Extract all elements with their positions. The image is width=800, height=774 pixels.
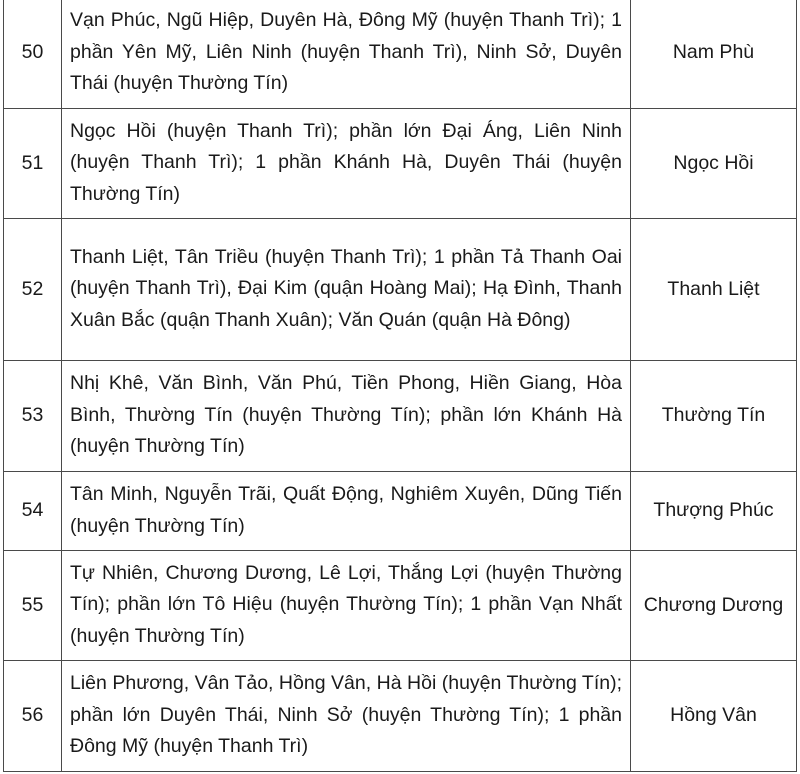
- table-row: [4, 551, 797, 661]
- table-row: [4, 0, 797, 109]
- new-ward-name: Hồng Vân: [631, 661, 797, 772]
- merged-units-description: Tự Nhiên, Chương Dương, Lê Lợi, Thắng Lợi (huyện Thường Tín); phần lớn Tô Hiệu (huyện Thường Tín); 1 phần Vạn Nhất (huyện Thường Tín): [62, 551, 631, 661]
- row-number: 56: [4, 661, 62, 772]
- table-row: [4, 661, 797, 772]
- merged-units-description: Nhị Khê, Văn Bình, Văn Phú, Tiền Phong, Hiền Giang, Hòa Bình, Thường Tín (huyện Thường Tín); phần lớn Khánh Hà (huyện Thường Tín): [62, 361, 631, 472]
- new-ward-name: Thường Tín: [631, 361, 797, 472]
- table-row: [4, 219, 797, 361]
- new-ward-name: Nam Phù: [631, 0, 797, 109]
- new-ward-name: Thượng Phúc: [631, 472, 797, 551]
- row-number: 52: [4, 219, 62, 361]
- new-ward-name: Thanh Liệt: [631, 219, 797, 361]
- row-number: 53: [4, 361, 62, 472]
- table-row: [4, 472, 797, 551]
- ward-merger-table: [3, 0, 797, 772]
- new-ward-name: Chương Dương: [631, 551, 797, 661]
- merged-units-description: Tân Minh, Nguyễn Trãi, Quất Động, Nghiêm Xuyên, Dũng Tiến (huyện Thường Tín): [62, 472, 631, 551]
- merged-units-description: Vạn Phúc, Ngũ Hiệp, Duyên Hà, Đông Mỹ (huyện Thanh Trì); 1 phần Yên Mỹ, Liên Ninh (huyện Thanh Trì), Ninh Sở, Duyên Thái (huyện Thường Tín): [62, 0, 631, 109]
- row-number: 55: [4, 551, 62, 661]
- row-number: 51: [4, 109, 62, 219]
- merged-units-description: Ngọc Hồi (huyện Thanh Trì); phần lớn Đại Áng, Liên Ninh (huyện Thanh Trì); 1 phần Khánh Hà, Duyên Thái (huyện Thường Tín): [62, 109, 631, 219]
- row-number: 50: [4, 0, 62, 109]
- merged-units-description: Liên Phương, Vân Tảo, Hồng Vân, Hà Hồi (huyện Thường Tín); phần lớn Duyên Thái, Ninh Sở (huyện Thường Tín); 1 phần Đông Mỹ (huyện Thanh Trì): [62, 661, 631, 772]
- table-row: [4, 361, 797, 472]
- row-number: 54: [4, 472, 62, 551]
- table-row: [4, 109, 797, 219]
- merged-units-description: Thanh Liệt, Tân Triều (huyện Thanh Trì); 1 phần Tả Thanh Oai (huyện Thanh Trì), Đại Kim (quận Hoàng Mai); Hạ Đình, Thanh Xuân Bắc (quận Thanh Xuân); Văn Quán (quận Hà Đông): [62, 219, 631, 361]
- new-ward-name: Ngọc Hồi: [631, 109, 797, 219]
